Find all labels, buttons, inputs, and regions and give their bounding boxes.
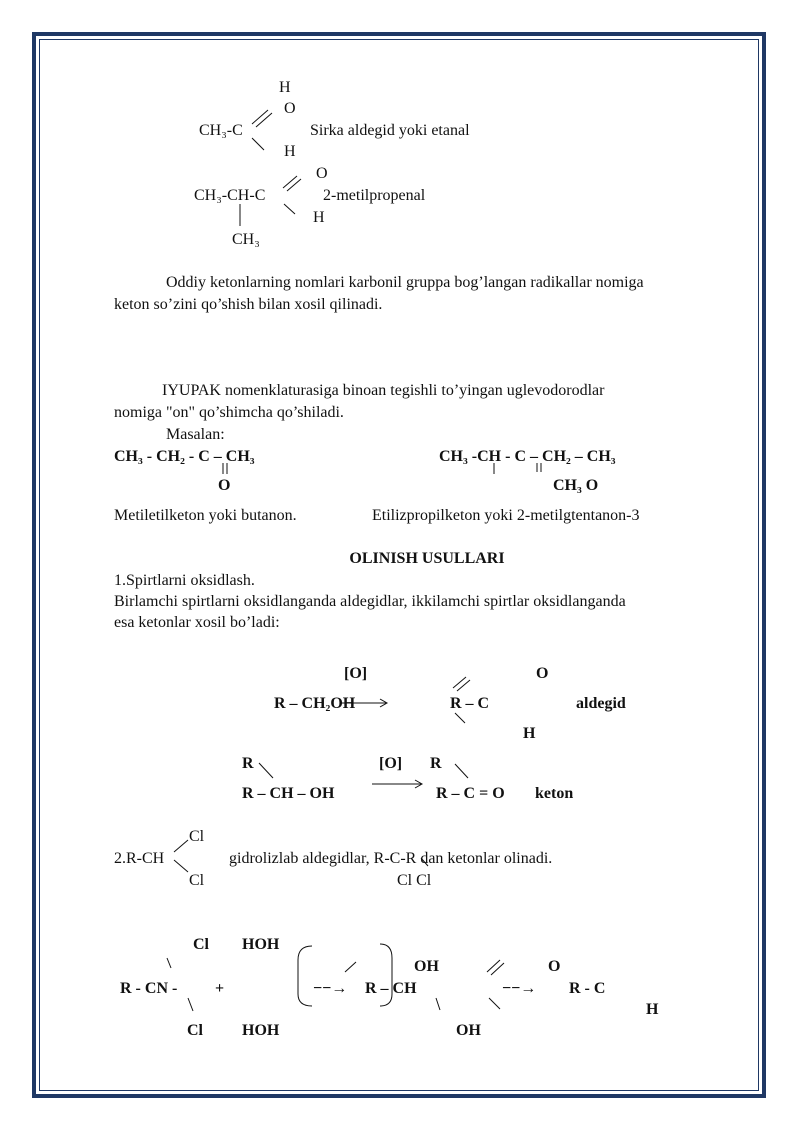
- reaction3-plus: +: [215, 980, 225, 997]
- para-iupac-line2: nomiga "on" qo’shimcha qo’shiladi.: [114, 404, 344, 421]
- reaction3-arrow-1: −−→: [313, 980, 348, 997]
- ketone2-formula: CH₃ -CH - C – CH₂ – CH₃: [439, 448, 616, 465]
- reaction2-reactant: R – CH – OH: [242, 785, 335, 802]
- reaction3-hoh-bottom: HOH: [242, 1022, 280, 1039]
- reaction3-arrow-2: −−→: [502, 980, 537, 997]
- formula1-h-bottom: H: [284, 143, 296, 160]
- reaction3-cl-bottom: Cl: [187, 1022, 203, 1039]
- ketone1-name: Metiletilketon yoki butanon.: [114, 507, 297, 524]
- ketone1-o: O: [218, 477, 231, 494]
- reaction2-r-top: R: [242, 755, 254, 772]
- reaction1-o: O: [536, 665, 549, 682]
- reaction1-oxidant: [O]: [344, 665, 368, 682]
- reaction3-hoh-top: HOH: [242, 936, 280, 953]
- method1-line1: Birlamchi spirtlarni oksidlanganda aldegidlar, ikkilamchi spirtlar oksidlanganda: [114, 593, 626, 610]
- reaction2-product: R – C = O: [436, 785, 505, 802]
- reaction3-oh-bottom: OH: [456, 1022, 481, 1039]
- ketone1-formula: CH₃ - CH₂ - C – CH₃: [114, 448, 255, 465]
- reaction3-o: O: [548, 958, 561, 975]
- ketone2-sub: CH₃ O: [553, 477, 599, 494]
- reaction3-reactant: R - CN -: [120, 980, 178, 997]
- method2-cl-top: Cl: [189, 828, 205, 845]
- reaction1-label: aldegid: [576, 695, 626, 712]
- reaction3-oh-top: OH: [414, 958, 439, 975]
- method1-line2: esa ketonlar xosil bo’ladi:: [114, 614, 280, 631]
- formula1-ch3c: CH₃-C: [199, 122, 243, 139]
- reaction3-intermediate: R – CH: [365, 980, 417, 997]
- formula1-o: O: [284, 100, 296, 117]
- method1-title: 1.Spirtlarni oksidlash.: [114, 572, 255, 589]
- method2-cl-pair: Cl Cl: [397, 872, 432, 889]
- formula1-h-top: H: [279, 79, 291, 96]
- reaction1-reactant: R – CH₂OH: [274, 695, 356, 712]
- para-iupac-example: Masalan:: [166, 426, 225, 443]
- method2-prefix: 2.R-CH: [114, 850, 165, 867]
- formula2-ch3: CH₃: [232, 231, 260, 248]
- method2-text: gidrolizlab aldegidlar, R-C-R dan ketonlar olinadi.: [229, 850, 553, 867]
- reaction1-h: H: [523, 725, 536, 742]
- ketone2-name: Etilizpropilketon yoki 2-metilgtentanon-3: [372, 507, 640, 524]
- reaction3-cl-top: Cl: [193, 936, 209, 953]
- formula2-h: H: [313, 209, 325, 226]
- reaction1-product: R – C: [450, 695, 490, 712]
- para-iupac-line1: IYUPAK nomenklaturasiga binoan tegishli to’yingan uglevodorodlar: [162, 382, 605, 399]
- reaction2-oxidant: [O]: [379, 755, 403, 772]
- formula2-name: 2-metilpropenal: [323, 187, 426, 204]
- reaction3-h: H: [646, 1001, 659, 1018]
- para-ketone-line1: Oddiy ketonlarning nomlari karbonil gruppa bog’langan radikallar nomiga: [166, 274, 644, 291]
- section-heading: OLINISH USULLARI: [349, 550, 505, 567]
- method2-cl-bottom: Cl: [189, 872, 205, 889]
- para-ketone-line2: keton so’zini qo’shish bilan xosil qilinadi.: [114, 296, 383, 313]
- reaction3-product: R - C: [569, 980, 606, 997]
- reaction2-r-product-top: R: [430, 755, 442, 772]
- reaction2-label: keton: [535, 785, 574, 802]
- formula2-main: CH₃-CH-C: [194, 187, 266, 204]
- formula1-name: Sirka aldegid yoki etanal: [310, 122, 470, 139]
- formula2-o: O: [316, 165, 328, 182]
